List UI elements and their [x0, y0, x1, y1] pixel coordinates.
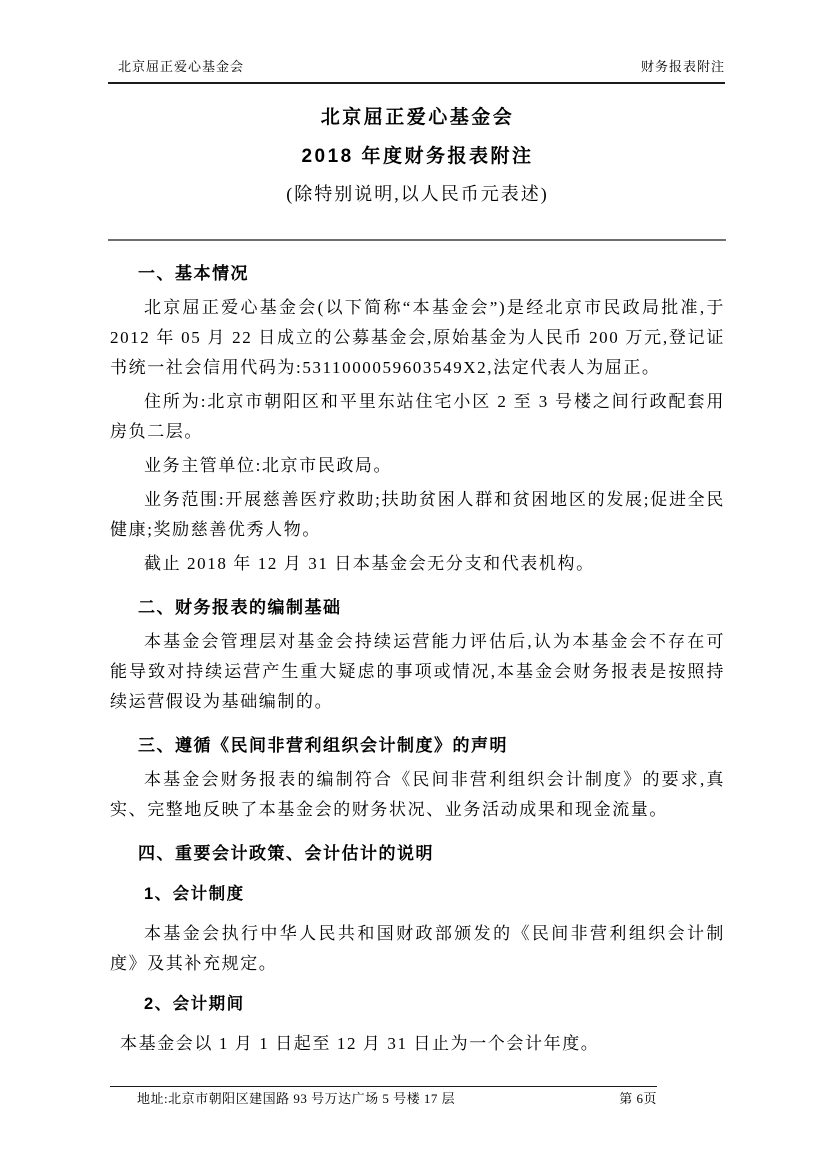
paragraph: 本基金会财务报表的编制符合《民间非营利组织会计制度》的要求,真实、完整地反映了本基金会的财务状况、业务活动成果和现金流量。 — [110, 770, 725, 819]
running-footer — [110, 1086, 657, 1107]
section-1-heading: 一、基本情况 — [138, 264, 249, 283]
subsection-accounting-system — [110, 879, 725, 979]
section-3-heading: 三、遵循《民间非营利组织会计制度》的声明 — [138, 736, 508, 755]
running-header — [108, 59, 725, 84]
page-number: 第 6页 — [619, 1091, 657, 1106]
section-2-heading: 二、财务报表的编制基础 — [138, 598, 342, 617]
header-doc-type: 财务报表附注 — [640, 59, 725, 74]
subsection-accounting-period — [110, 989, 725, 1059]
title-block — [110, 107, 725, 205]
doc-currency-note: (除特别说明,以人民币元表述) — [286, 184, 549, 204]
paragraph: 本基金会以 1 月 1 日起至 12 月 31 日止为一个会计年度。 — [120, 1034, 600, 1053]
section-basic-info — [110, 259, 725, 579]
doc-subtitle: 2018 年度财务报表附注 — [301, 146, 534, 167]
header-org-name: 北京屈正爱心基金会 — [118, 59, 245, 74]
footer-address: 地址:北京市朝阳区建国路 93 号万达广场 5 号楼 17 层 — [137, 1091, 456, 1106]
paragraph: 本基金会执行中华人民共和国财政部颁发的《民间非营利组织会计制度》及其补充规定。 — [110, 924, 725, 973]
doc-title: 北京屈正爱心基金会 — [320, 107, 515, 128]
paragraph: 本基金会管理层对基金会持续运营能力评估后,认为本基金会不存在可能导致对持续运营产生重大疑虑的事项或情况,本基金会财务报表是按照持续运营假设为基础编制的。 — [110, 632, 725, 711]
paragraph: 北京屈正爱心基金会(以下简称“本基金会”)是经北京市民政局批准,于 2012 年 05 月 22 日成立的公募基金会,原始基金为人民币 200 万元,登记证书统一社会信用代码为:5311000059603549X2,法定代表人为屈正。 — [110, 298, 725, 377]
section-compliance-statement — [110, 731, 725, 825]
doc-body — [110, 241, 725, 1059]
section-preparation-basis — [110, 593, 725, 717]
paragraph: 业务主管单位:北京市民政局。 — [144, 456, 393, 475]
subsection-2-heading: 2、会计期间 — [144, 995, 245, 1013]
paragraph: 截止 2018 年 12 月 31 日本基金会无分支和代表机构。 — [144, 554, 595, 573]
paragraph: 住所为:北京市朝阳区和平里东站住宅小区 2 至 3 号楼之间行政配套用房负二层。 — [110, 392, 725, 441]
section-accounting-policies — [110, 839, 725, 1059]
subsection-1-heading: 1、会计制度 — [144, 885, 245, 903]
section-4-heading: 四、重要会计政策、会计估计的说明 — [138, 844, 434, 863]
paragraph: 业务范围:开展慈善医疗救助;扶助贫困人群和贫困地区的发展;促进全民健康;奖励慈善优秀人物。 — [110, 490, 725, 539]
